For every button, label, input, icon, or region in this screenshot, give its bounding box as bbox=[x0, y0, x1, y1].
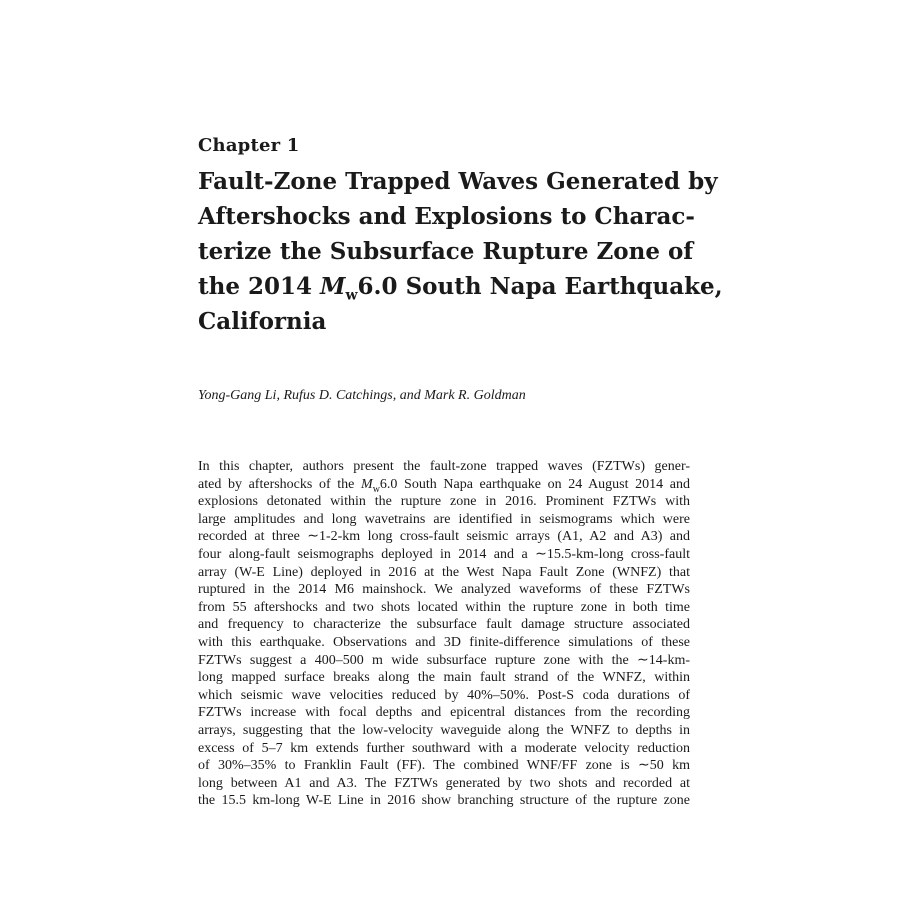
abstract-line: In this chapter, authors present the fault-zone trapped waves (FZTWs) gener- bbox=[198, 459, 690, 474]
title-text: 6.0 South Napa Earthquake, bbox=[357, 273, 723, 300]
title-line: California bbox=[198, 308, 327, 335]
abstract-line: with this earthquake. Observations and 3D finite-difference simulations of these bbox=[198, 634, 690, 650]
magnitude-subscript: w bbox=[345, 287, 358, 304]
document-page bbox=[198, 0, 723, 900]
abstract-line: FZTWs suggest a 400–500 m wide subsurface rupture zone with the ∼14-km- bbox=[198, 652, 690, 668]
abstract-line: large amplitudes and long wavetrains are identified in seismograms which were bbox=[198, 511, 690, 527]
chapter-label: Chapter 1 bbox=[198, 135, 300, 156]
abstract-line: excess of 5–7 km extends further southward with a moderate velocity reduction bbox=[198, 740, 690, 756]
abstract-line: recorded at three ∼1-2-km long cross-fault seismic arrays (A1, A2 and A3) and bbox=[198, 529, 690, 545]
abstract-line: array (W-E Line) deployed in 2016 at the West Napa Fault Zone (WNFZ) that bbox=[198, 564, 690, 580]
abstract-line: of 30%–35% to Franklin Fault (FF). The combined WNF/FF zone is ∼50 km bbox=[198, 758, 690, 774]
title-line-with-magnitude bbox=[198, 269, 723, 304]
title-line: Fault-Zone Trapped Waves Generated by bbox=[198, 168, 718, 195]
abstract-line: ated by aftershocks of the $M_w6.0$ South Napa earthquake on 24 August 2014 and bbox=[198, 476, 690, 495]
abstract-line: which seismic wave velocities reduced by 40%–50%. Post-S coda durations of bbox=[198, 687, 690, 703]
abstract-line: explosions detonated within the rupture zone in 2016. Prominent FZTWs with bbox=[198, 494, 690, 510]
abstract-line: the 15.5 km-long W-E Line in 2016 show branching structure of the rupture zone bbox=[198, 793, 690, 809]
abstract-line: long mapped surface breaks along the main fault strand of the WNFZ, within bbox=[198, 670, 690, 686]
abstract-line: arrays, suggesting that the low-velocity waveguide along the WNFZ to depths in bbox=[198, 722, 690, 738]
abstract-line: four along-fault seismographs deployed in 2014 and a ∼15.5-km-long cross-fault bbox=[198, 546, 690, 562]
abstract-line: FZTWs increase with focal depths and epicentral distances from the recording bbox=[198, 705, 690, 721]
author-list: Yong-Gang Li, Rufus D. Catchings, and Mark R. Goldman bbox=[198, 388, 526, 403]
abstract-line: and frequency to characterize the subsurface fault damage structure associated bbox=[198, 617, 690, 633]
chapter-title bbox=[198, 164, 723, 339]
abstract-line: ruptured in the 2014 M6 mainshock. We analyzed waveforms of these FZTWs bbox=[198, 582, 690, 598]
abstract-line: from 55 aftershocks and two shots located within the rupture zone in both time bbox=[198, 599, 690, 615]
title-text: the 2014 bbox=[198, 273, 321, 300]
abstract-line: long between A1 and A3. The FZTWs generated by two shots and recorded at bbox=[198, 775, 690, 791]
abstract-paragraph bbox=[198, 458, 690, 810]
title-line: terize the Subsurface Rupture Zone of bbox=[198, 238, 694, 265]
magnitude-symbol: $M_w$ bbox=[320, 273, 358, 304]
title-line: Aftershocks and Explosions to Charac- bbox=[198, 203, 695, 230]
